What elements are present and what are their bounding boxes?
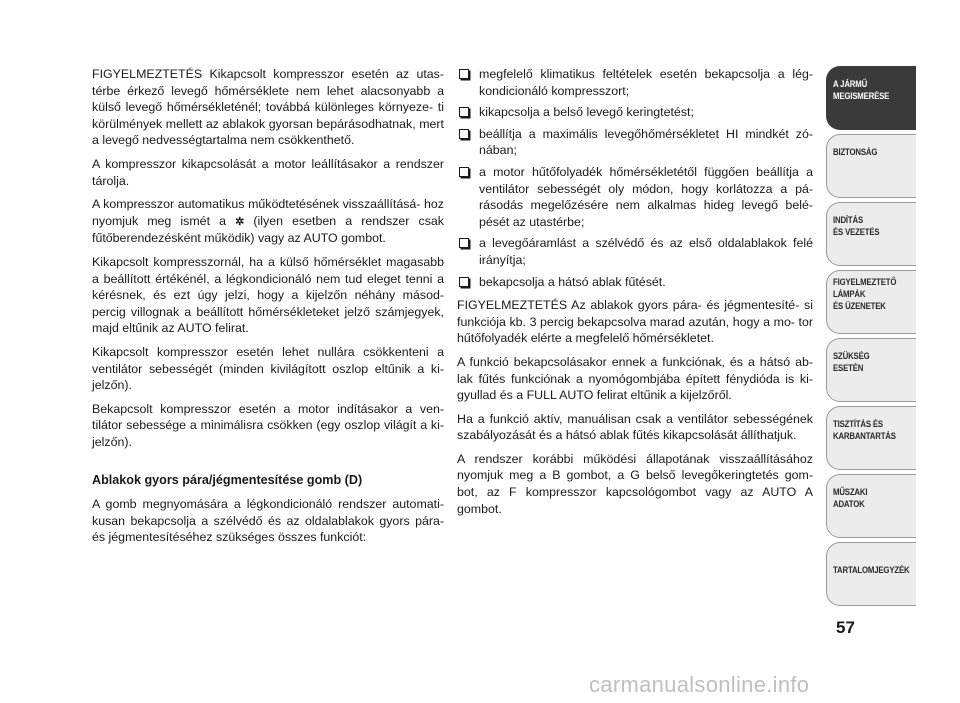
reactivate-text-end: (ilyen esetben a rendszer csak fűtőberendezésként működik) vagy az AUTO gombot. [92, 213, 444, 246]
body-paragraph: Bekapcsolt kompresszor esetén a motor indításakor a ven- tilátor sebessége a minimálisra csökken (egy oszlop világít a ki- jelzőn). [92, 401, 444, 449]
list-item [457, 104, 813, 121]
checkbox-bullet-icon [459, 167, 469, 177]
tab-label-line: ÉS VEZETÉS [833, 227, 880, 238]
list-item [457, 66, 813, 99]
tab-label-line: ADATOK [833, 499, 865, 510]
tab-label-line: SZÜKSÉG [833, 351, 870, 362]
list-item-text: bekapcsolja a hátsó ablak fűtését. [479, 274, 666, 289]
section-intro: A gomb megnyomására a légkondicionáló rendszer automati- kusan bekapcsolja a szélvédő és az oldalablakok gyors pára- és jégmentesítéséhez szükséges összes funkciót: [92, 497, 444, 545]
reactivate-paragraph [92, 196, 444, 247]
tab-label-line: ÉS ÜZENETEK [833, 301, 886, 312]
tab-a-jarmu-megismerese[interactable] [826, 66, 916, 130]
tab-figyelmezteto-lampak[interactable] [826, 270, 916, 334]
list-item-text: kikapcsolja a belső levegő keringtetést; [479, 105, 694, 120]
body-paragraph: A rendszer korábbi működési állapotának visszaállításához nyomjuk meg a B gombot, a G belső levegőkeringtetés gom- bot, az F kompresszor kapcsológombot vagy az AUTO A gombot. [457, 451, 813, 516]
body-paragraph: A funkció bekapcsolásakor ennek a funkciónak, és a hátsó ab- lak fűtés funkciónak a nyomógombjába épített fénydióda is ki- gyullad és a FULL AUTO felirat eltűnik a kijelzőről. [457, 354, 813, 403]
tab-label-line: INDÍTÁS [833, 215, 864, 226]
body-paragraph: Kikapcsolt kompresszor esetén lehet nullára csökkenteni a ventilátor sebességét (minden kivilágított oszlop eltűnik a ki- jelzőn). [92, 344, 444, 393]
list-item-text: a levegőáramlást a szélvédő és az első oldalablakok felé irányítja; [479, 236, 813, 267]
section-heading: Ablakok gyors pára/jégmentesítése gomb (D) [92, 473, 363, 488]
checklist [457, 66, 813, 290]
list-item [457, 164, 813, 230]
chapter-tabs [826, 66, 916, 610]
list-item [457, 235, 813, 268]
tab-szukseg-eseten[interactable] [826, 338, 916, 402]
checkbox-bullet-icon [459, 69, 469, 79]
tab-muszaki-adatok[interactable] [826, 474, 916, 538]
checkbox-bullet-icon [459, 107, 469, 117]
warning-paragraph: FIGYELMEZTETÉS Kikapcsolt kompresszor esetén az utas- térbe érkező levegő hőmérséklete nem lehet alacsonyabb a külső levegő hőmérsékleténél; továbbá különleges környeze- ti körülmények mellett az ablakok gyorsan bepárásodhatnak, mert a levegő nedvességtartalma nem csökkenthető. [92, 67, 444, 148]
body-paragraph: Ha a funkció aktív, manuálisan csak a ventilátor sebességének szabályozását és a hátsó ablak fűtés kikapcsolását állíthatjuk. [457, 411, 813, 443]
fan-icon: ✲ [235, 215, 245, 228]
list-item-text: megfelelő klimatikus feltételek esetén bekapcsolja a lég- kondicionáló kompresszort; [479, 67, 813, 98]
tab-biztonsag[interactable] [826, 134, 916, 198]
list-item [457, 126, 813, 159]
checkbox-bullet-icon [459, 277, 469, 287]
reactivate-text-start: A kompresszor automatikus működtetésének visszaállításá- hoz nyomjuk meg ismét a [92, 197, 444, 228]
tab-label-line: MŰSZAKI [833, 487, 868, 498]
right-text-column [457, 66, 813, 524]
list-item-text: a motor hűtőfolyadék hőmérsékletétől függően beállítja a ventilátor sebességét oly módon, hogy korlátozza a pá- rásodás megelőzésére nem alkalmas hideg levegő belé- pését az utastérbe; [479, 164, 813, 229]
tab-label-line: BIZTONSÁG [833, 147, 878, 158]
tab-label-line: ESETÉN [833, 363, 864, 374]
tab-label-line: LÁMPÁK [833, 289, 866, 300]
tab-label-line: FIGYELMEZTETŐ [833, 277, 897, 288]
body-paragraph: A kompresszor kikapcsolását a motor leállításakor a rendszer tárolja. [92, 156, 444, 188]
tab-label-line: MEGISMERÉSE [833, 91, 890, 102]
tab-tartalomjegyzek[interactable] [826, 542, 916, 606]
tab-inditas-es-vezetes[interactable] [826, 202, 916, 266]
list-item-text: beállítja a maximális levegőhőmérsékletet HI mindkét zó- nában; [479, 126, 813, 158]
tab-tisztitas-es-karbantartas[interactable] [826, 406, 916, 470]
tab-label-line: TARTALOMJEGYZÉK [833, 565, 910, 576]
watermark: carmanualsonline.info [589, 672, 810, 697]
page-number: 57 [836, 618, 855, 637]
tab-label-line: TISZTÍTÁS ÉS [833, 419, 883, 430]
tab-label-line: A JÁRMŰ [833, 79, 868, 90]
body-paragraph: Kikapcsolt kompresszornál, ha a külső hőmérséklet magasabb a beállított értékénél, a légkondicionáló nem tud eleget tenni a kérésnek, és ezt úgy jelzi, hogy a kijelzőn néhány másod- percig villognak a beállított hőmérsékleteket jelző számjegyek, majd eltűnik az AUTO felirat. [92, 254, 444, 336]
tab-label-line: KARBANTARTÁS [833, 431, 896, 442]
left-text-column [92, 66, 444, 553]
list-item [457, 274, 813, 291]
warning-paragraph: FIGYELMEZTETÉS Az ablakok gyors pára- és jégmentesíté- si funkciója kb. 3 percig bekapcsolva marad azután, hogy a mo- tor hűtőfolyadék elérte a megfelelő hőmérsékletet. [457, 298, 813, 346]
checkbox-bullet-icon [459, 238, 469, 248]
checkbox-bullet-icon [459, 129, 469, 139]
